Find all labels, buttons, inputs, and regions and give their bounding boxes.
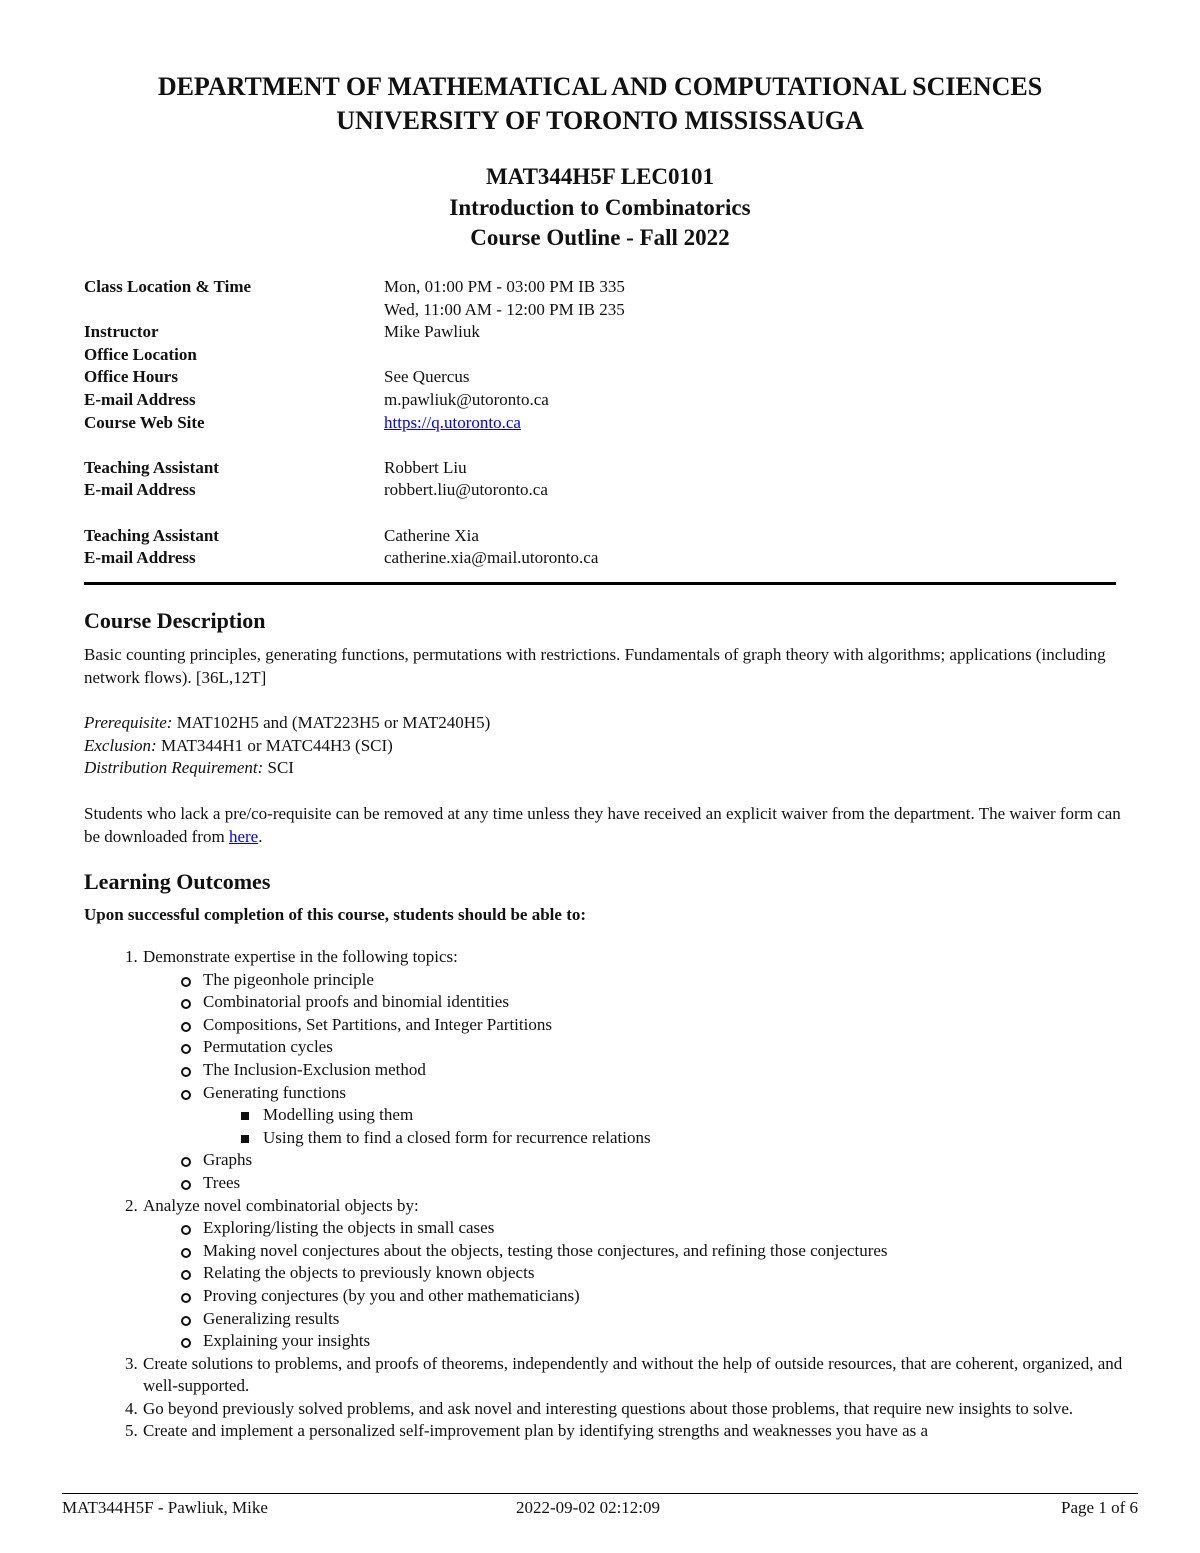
subtopic-item: Modelling using them (263, 1104, 1124, 1127)
ta2-email-value: catherine.xia@mail.utoronto.ca (384, 548, 599, 568)
prerequisite-line (84, 712, 1124, 735)
topic-item-generating-functions: Generating functions Modelling using them Using them to find a closed form for recurrence relations (203, 1082, 1124, 1150)
analysis-item: Making novel conjectures about the objects, testing those conjectures, and refining those conjectures (203, 1240, 1124, 1263)
instructor-value: Mike Pawliuk (384, 322, 480, 342)
outline-title: Course Outline - Fall 2022 (470, 225, 730, 250)
outcome-item-1 (142, 946, 1124, 1195)
footer-timestamp: 2022-09-02 02:12:09 (516, 1498, 661, 1517)
prerequisite-value: MAT102H5 and (MAT223H5 or MAT240H5) (172, 713, 491, 732)
office-hours-label: Office Hours (84, 367, 178, 387)
outcome-1-text: Demonstrate expertise in the following topics: (143, 947, 458, 966)
section-divider (84, 582, 1116, 585)
waiver-form-link[interactable]: here (228, 826, 259, 846)
analysis-item: Exploring/listing the objects in small cases (203, 1217, 1124, 1240)
ta1-email-value: robbert.liu@utoronto.ca (384, 480, 548, 500)
office-location-row (84, 344, 625, 367)
exclusion-value: MAT344H1 or MATC44H3 (SCI) (156, 735, 393, 755)
analysis-item: Proving conjectures (by you and other mathematicians) (203, 1285, 1124, 1308)
footer-divider (62, 1493, 1138, 1494)
ta1-email-row (84, 479, 625, 502)
distribution-value: SCI (263, 758, 294, 778)
distribution-line (84, 757, 1124, 780)
analysis-item: Explaining your insights (203, 1330, 1124, 1353)
analysis-item: Relating the objects to previously known objects (203, 1262, 1124, 1285)
instructor-label: Instructor (84, 322, 159, 342)
prerequisite-label: Prerequisite: (84, 713, 173, 732)
email-row (84, 389, 625, 412)
learning-outcomes-heading: Learning Outcomes (84, 869, 271, 894)
topic-item: Combinatorial proofs and binomial identities (203, 991, 1124, 1014)
outcome-item-5: 5. Create and implement a personalized self-improvement plan by identifying strengths and weaknesses you have as a (142, 1420, 1124, 1443)
ta2-value: Catherine Xia (384, 525, 479, 545)
exclusion-label: Exclusion: (84, 735, 157, 755)
ta1-label: Teaching Assistant (84, 457, 219, 477)
topic-item: Graphs (203, 1149, 1124, 1172)
class-time-1: Mon, 01:00 PM - 03:00 PM IB 335 (384, 277, 625, 296)
office-hours-value: See Quercus (384, 367, 470, 387)
department-header (0, 70, 1200, 138)
course-info-table (84, 276, 625, 570)
instructor-row (84, 321, 625, 344)
ta2-label: Teaching Assistant (84, 525, 219, 545)
class-location-row (84, 276, 625, 299)
topic-item: The pigeonhole principle (203, 969, 1124, 992)
outcomes-intro: Upon successful completion of this course, students should be able to: (84, 905, 587, 924)
ta1-row (84, 457, 625, 480)
email-value: m.pawliuk@utoronto.ca (384, 389, 549, 409)
waiver-paragraph: Students who lack a pre/co-requisite can be removed at any time unless they have received an explicit waiver from the department. The waiver form can be downloaded from here. (84, 804, 1121, 846)
footer-course-instructor: MAT344H5F - Pawliuk, Mike (62, 1498, 268, 1517)
topic-item: Compositions, Set Partitions, and Integer Partitions (203, 1014, 1124, 1037)
course-description-heading: Course Description (84, 608, 266, 633)
subtopic-item: Using them to find a closed form for recurrence relations (263, 1127, 1124, 1150)
course-description-body: Basic counting principles, generating functions, permutations with restrictions. Fundamentals of graph theory with algorithms; applications (including network flows). [36L,12T] (84, 645, 1106, 687)
course-code: MAT344H5F LEC0101 (485, 164, 715, 189)
outcome-item-4: 4. Go beyond previously solved problems, and ask novel and interesting questions about those problems, that require new insights to solve. (142, 1398, 1124, 1421)
class-location-label: Class Location & Time (84, 277, 252, 296)
course-header (0, 162, 1200, 254)
website-row (84, 412, 625, 435)
course-website-link[interactable]: https://q.utoronto.ca (384, 412, 521, 432)
topic-item: Permutation cycles (203, 1036, 1124, 1059)
website-label: Course Web Site (84, 412, 205, 432)
outcome-item-3: 3. Create solutions to problems, and proofs of theorems, independently and without the help of outside resources, that are coherent, organized, and well-supported. (142, 1353, 1124, 1398)
outcomes-list (84, 946, 1124, 1443)
ta2-email-label: E-mail Address (84, 548, 196, 568)
ta1-value: Robbert Liu (384, 457, 467, 477)
footer-page-number: Page 1 of 6 (1061, 1498, 1138, 1517)
office-location-label: Office Location (84, 344, 197, 364)
ta1-email-label: E-mail Address (84, 480, 196, 500)
analysis-item: Generalizing results (203, 1308, 1124, 1331)
distribution-label: Distribution Requirement: (84, 758, 264, 778)
topic-item: The Inclusion-Exclusion method (203, 1059, 1124, 1082)
department-name: DEPARTMENT OF MATHEMATICAL AND COMPUTATIONAL SCIENCES (157, 72, 1043, 101)
university-name: UNIVERSITY OF TORONTO MISSISSAUGA (336, 106, 864, 135)
waiver-text: Students who lack a pre/co-requisite can be removed at any time unless they have received an explicit waiver from the department. The waiver form can be downloaded from (84, 804, 1121, 846)
ta2-row (84, 525, 625, 548)
email-label: E-mail Address (84, 389, 196, 409)
exclusion-line (84, 735, 1124, 758)
ta2-email-row (84, 547, 625, 570)
outcome-item-2 (142, 1195, 1124, 1353)
office-hours-row (84, 366, 625, 389)
outcome-2-text: Analyze novel combinatorial objects by: (143, 1195, 419, 1215)
requirements-block (84, 712, 1124, 780)
course-title: Introduction to Combinatorics (449, 194, 751, 220)
class-time-2: Wed, 11:00 AM - 12:00 PM IB 235 (384, 299, 625, 319)
topic-item: Trees (203, 1172, 1124, 1195)
class-time-row-2 (84, 299, 625, 322)
